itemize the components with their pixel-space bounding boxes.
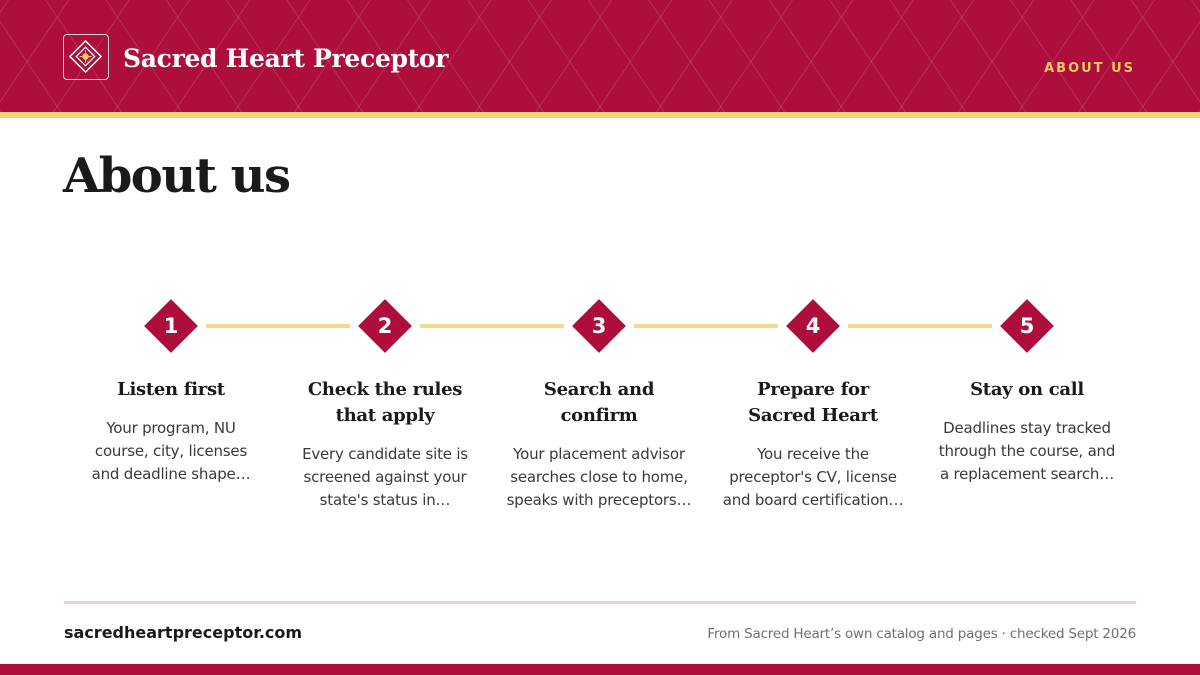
step-2-number: 2 [377,314,393,338]
step-5-description [927,417,1127,486]
step-3-desc-line: speaks with preceptors… [506,491,692,509]
footer-source-note: From Sacred Heart’s own catalog and pages · checked Sept 2026 [707,626,1136,642]
step-5-title [927,377,1127,403]
step-5-desc-line: Deadlines stay tracked [943,419,1111,437]
step-4-title [713,377,913,429]
step-1-desc-line: course, city, licenses [94,442,248,460]
step-3-description [499,443,699,512]
step-2-desc-line: Every candidate site is [302,445,468,463]
diamond-emblem-icon[interactable] [63,34,109,80]
step-2-title [285,377,485,429]
step-3-title-line: confirm [560,405,638,426]
step-4-title-line: Sacred Heart [748,405,878,426]
timeline-connector [848,324,992,328]
step-2-description [285,443,485,512]
footer-domain-link[interactable]: sacredheartpreceptor.com [64,623,303,642]
step-5-title-line: Stay on call [970,379,1084,400]
step-5-number: 5 [1019,314,1035,338]
step-2-title-line: that apply [335,405,435,426]
timeline-connector [420,324,564,328]
step-1-description [71,417,271,486]
step-3-number: 3 [591,314,607,338]
step-3-title [499,377,699,429]
step-4-title-line: Prepare for [757,379,869,400]
step-5-desc-line: a replacement search… [939,465,1114,483]
step-4-desc-line: preceptor's CV, license [729,468,897,486]
step-2-desc-line: screened against your [303,468,467,486]
step-3-title-line: Search and [543,379,655,400]
step-1-number: 1 [163,314,179,338]
page-title: About us [63,148,290,204]
step-1-title [71,377,271,403]
timeline-connector [206,324,350,328]
step-4-description [713,443,913,512]
step-3-desc-line: Your placement advisor [513,445,685,463]
step-1-desc-line: Your program, NU [106,419,236,437]
step-2-desc-line: state's status in… [319,491,451,509]
step-1-title-line: Listen first [117,379,225,400]
brand-name[interactable]: Sacred Heart Preceptor [123,44,449,73]
footer-divider [64,601,1136,604]
bottom-accent-bar [0,664,1200,675]
nav-link-about-us[interactable]: ABOUT US [1044,61,1135,76]
step-4-number: 4 [805,314,821,338]
step-5-desc-line: through the course, and [938,442,1116,460]
step-2-title-line: Check the rules [307,379,463,400]
step-3-desc-line: searches close to home, [510,468,688,486]
step-4-desc-line: You receive the [757,445,869,463]
step-4-desc-line: and board certification… [722,491,904,509]
header-accent-stripe [0,112,1200,118]
timeline-connector [634,324,778,328]
step-1-desc-line: and deadline shape… [91,465,251,483]
